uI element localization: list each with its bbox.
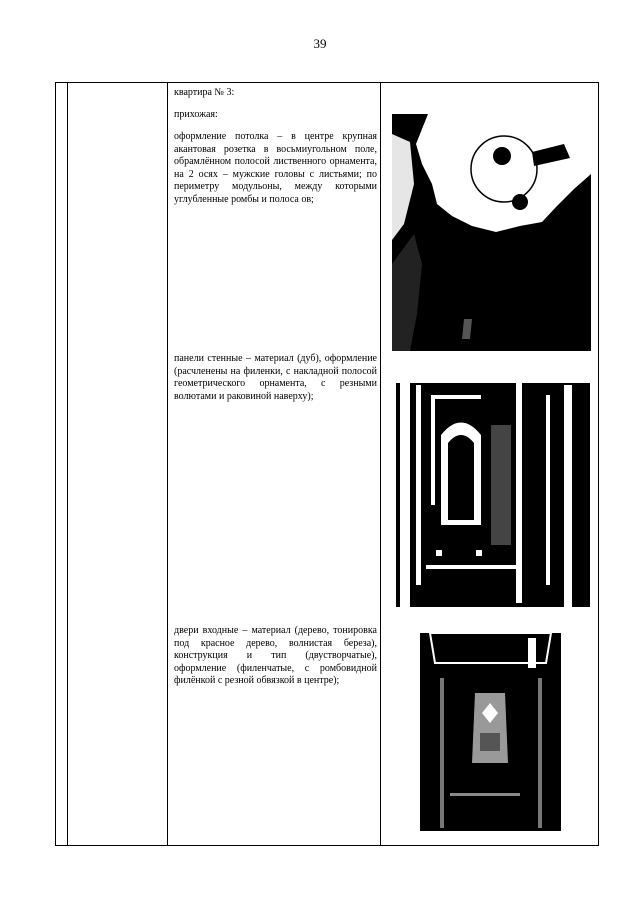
ceiling-photo (392, 114, 591, 351)
column-divider-2 (167, 83, 168, 845)
entrance-doors-photo (420, 623, 561, 831)
column-divider-1 (67, 83, 68, 845)
entrance-doors-description: двери входные – материал (дерево, тонировка под красное дерево, волнистая береза), конструкция и тип (двустворчатые), оформление (филенчатые, с ромбовидной филёнкой с резной обвязкой в центре); (174, 625, 377, 686)
room-title: прихожая: (174, 109, 218, 120)
ceiling-description: оформление потолка – в центре крупная акантовая розетка в восьмиугольном поле, обрамлённом полосой лиственного орнамента, на 2 осях – мужские головы с листьями; по периметру модульоны, между которыми углубленные ромбы и полоса ов; (174, 131, 377, 205)
monument-table (55, 82, 599, 846)
column-divider-3 (380, 83, 381, 845)
wall-panels-description: панели стенные – материал (дуб), оформление (расчленены на филенки, с накладной полосой геометрического орнамента, с резными волютами и раковиной наверху); (174, 353, 377, 402)
apartment-title: квартира № 3: (174, 87, 235, 98)
wall-panels-photo (396, 365, 590, 607)
page-number: 39 (313, 36, 327, 51)
